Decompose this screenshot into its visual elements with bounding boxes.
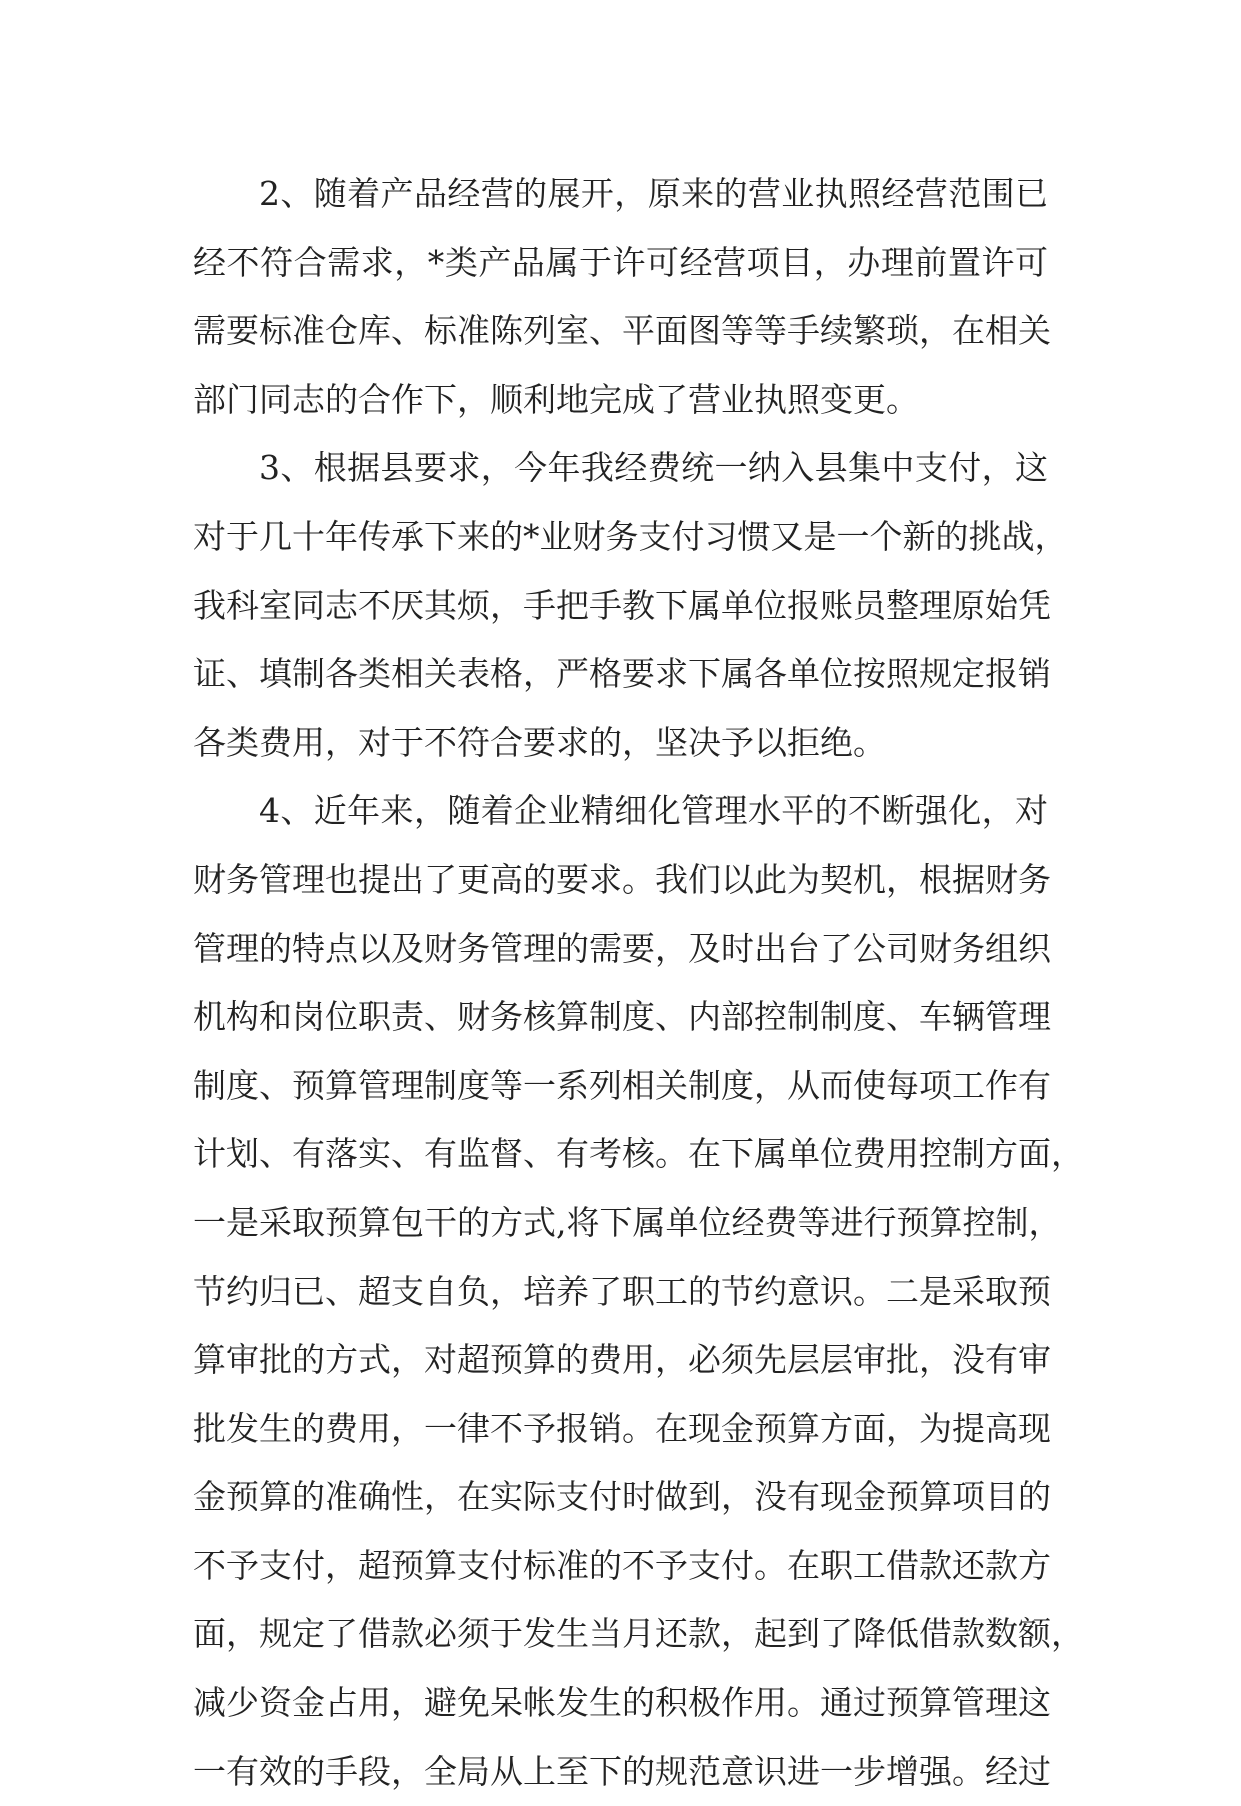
paragraph-4-line: 节约归已、超支自负，培养了职工的节约意识。二是采取预	[193, 1271, 1051, 1311]
paragraph-2-line: 部门同志的合作下，顺利地完成了营业执照变更。	[193, 379, 919, 419]
paragraph-2-line: 2、随着产品经营的展开，原来的营业执照经营范围已	[259, 174, 1048, 213]
paragraph-4-line: 计划、有落实、有监督、有考核。在下属单位费用控制方面，	[193, 1134, 1084, 1174]
paragraph-3-line: 对于几十年传承下来的*业财务支付习惯又是一个新的挑战，	[193, 516, 1068, 556]
document-body	[193, 160, 1084, 1806]
paragraph-3-line: 各类费用，对于不符合要求的，坚决予以拒绝。	[193, 722, 886, 762]
paragraph-4-line: 一是采取预算包干的方式,将下属单位经费等进行预算控制，	[193, 1202, 1062, 1242]
paragraph-3-line: 证、填制各类相关表格，严格要求下属各单位按照规定报销	[193, 654, 1051, 694]
paragraph-4-line: 财务管理也提出了更高的要求。我们以此为契机，根据财务	[193, 859, 1051, 899]
paragraph-4-line: 机构和岗位职责、财务核算制度、内部控制制度、车辆管理	[193, 997, 1051, 1037]
paragraph-4-line: 制度、预算管理制度等一系列相关制度，从而使每项工作有	[193, 1065, 1051, 1105]
paragraph-4-line: 减少资金占用，避免呆帐发生的积极作用。通过预算管理这	[193, 1683, 1051, 1723]
paragraph-4-line: 批发生的费用，一律不予报销。在现金预算方面，为提高现	[193, 1408, 1051, 1448]
paragraph-3-line: 3、根据县要求，今年我经费统一纳入县集中支付，这	[259, 448, 1048, 488]
paragraph-4-line: 管理的特点以及财务管理的需要，及时出台了公司财务组织	[193, 928, 1051, 968]
paragraph-4-line: 金预算的准确性，在实际支付时做到，没有现金预算项目的	[193, 1477, 1051, 1517]
paragraph-4-line: 面，规定了借款必须于发生当月还款，起到了降低借款数额，	[193, 1614, 1084, 1654]
paragraph-2-line: 需要标准仓库、标准陈列室、平面图等等手续繁琐，在相关	[193, 311, 1051, 351]
paragraph-4-line: 算审批的方式，对超预算的费用，必须先层层审批，没有审	[193, 1340, 1051, 1380]
paragraph-3-line: 我科室同志不厌其烦，手把手教下属单位报账员整理原始凭	[193, 585, 1051, 625]
paragraph-4-line: 4、近年来，随着企业精细化管理水平的不断强化，对	[259, 791, 1048, 831]
paragraph-4-line: 不予支付，超预算支付标准的不予支付。在职工借款还款方	[193, 1545, 1051, 1585]
paragraph-4-line: 一有效的手段，全局从上至下的规范意识进一步增强。经过	[193, 1751, 1051, 1791]
paragraph-2-line: 经不符合需求，*类产品属于许可经营项目，办理前置许可	[193, 242, 1048, 282]
